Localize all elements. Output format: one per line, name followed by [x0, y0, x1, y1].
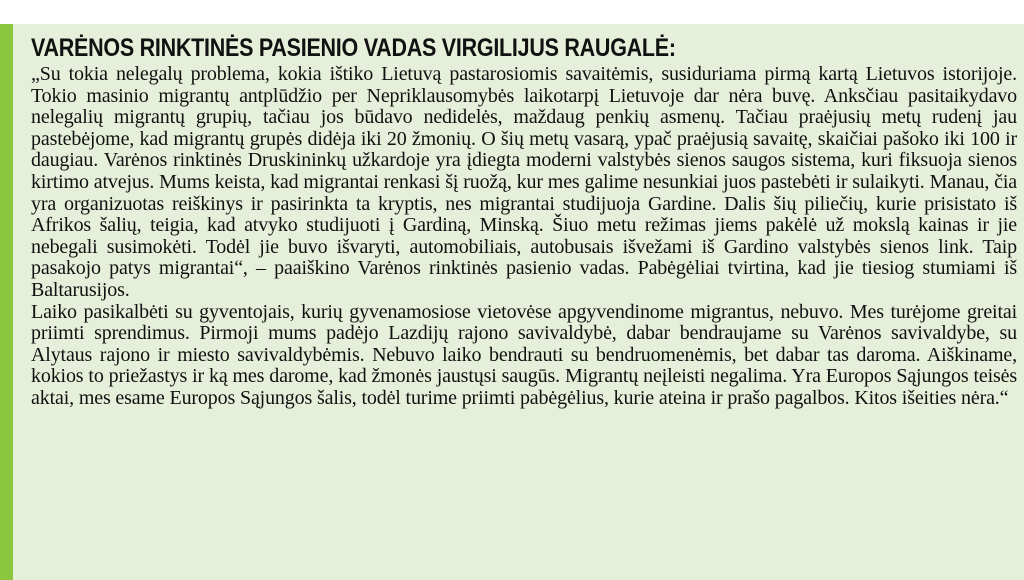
article-headline: VARĖNOS RINKTINĖS PASIENIO VADAS VIRGILIJUS RAUGALĖ: [31, 34, 676, 62]
accent-bar [0, 24, 13, 580]
article-panel [0, 24, 1024, 580]
article-content [31, 33, 1017, 410]
article-paragraph-1: „Su tokia nelegalų problema, kokia ištiko Lietuvą pastarosiomis savaitėmis, susiduriama pirmą kartą Lietuvos istorijoje. Tokio masinio migrantų antplūdžio per Nepriklausomybės laikotarpį Lietuvoje dar nėra buvę. Anksčiau pasitaikydavo nelegalių migrantų grupių, tačiau jos būdavo nedidelės, maždaug penkių asmenų. Tačiau praėjusių metų rudenį jau pastebėjome, kad migrantų grupės didėja iki 20 žmonių. O šių metų vasarą, ypač praėjusią savaitę, skaičiai pašoko iki 100 ir daugiau. Varėnos rinktinės Druskininkų užkardoje yra įdiegta moderni valstybės sienos saugos sistema, kuri fiksuoja sienos kirtimo atvejus. Mums keista, kad migrantai renkasi šį ruožą, kur mes galime nesunkiai juos pastebėti ir sulaikyti. Manau, čia yra organizuotas reiškinys ir pasirinkta ta kryptis, nes migrantai studijuoja Gardine. Dalis šių piliečių, kurie prisistato iš Afrikos šalių, teigia, kad atvyko studijuoti į Gardiną, Minską. Šiuo metu režimas jiems pakėlė už mokslą kainas ir jie nebegali susimokėti. Todėl jie buvo išvaryti, automobiliais, autobusais išvežami iš Gardino valstybės sienos link. Taip pasakojo patys migrantai“, – paaiškino Varėnos rinktinės pasienio vadas. Pabėgėliai tvirtina, kad jie tiesiog stumiami iš Baltarusijos. [31, 63, 1017, 301]
article-paragraph-2: Laiko pasikalbėti su gyventojais, kurių gyvenamosiose vietovėse apgyvendinome migrantus, nebuvo. Mes turėjome greitai priimti sprendimus. Pirmoji mums padėjo Lazdijų rajono savivaldybė, dabar bendraujame su Varėnos savivaldybe, su Alytaus rajono ir miesto savivaldybėmis. Nebuvo laiko bendrauti su bendruomenėmis, bet dabar tas daroma. Aiškiname, kokios to priežastys ir ką mes darome, kad žmonės jaustųsi saugūs. Migrantų neįleisti negalima. Yra Europos Sąjungos teisės aktai, mes esame Europos Sąjungos šalis, todėl turime priimti pabėgėlius, kurie ateina ir prašo pagalbos. Kitos išeities nėra.“ [31, 300, 1017, 409]
